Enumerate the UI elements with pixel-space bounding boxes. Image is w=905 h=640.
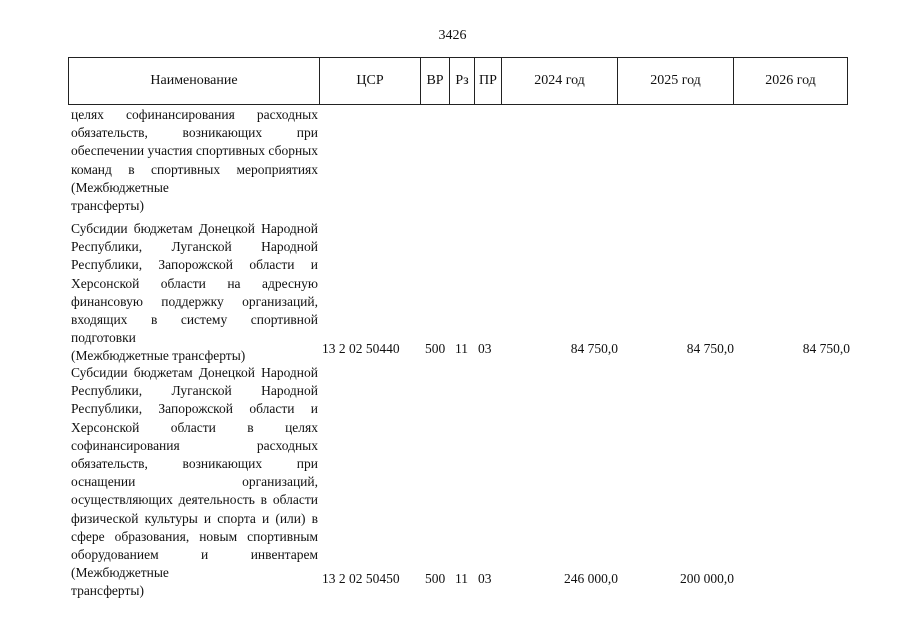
name-line: сборных команд в спортивных <box>71 143 318 177</box>
name-line: спорта и (или) в сфере образования, <box>71 510 319 544</box>
header-csr: ЦСР <box>320 58 421 104</box>
name-line: Народной Республики, Запорожской <box>71 239 318 273</box>
row-2026: 84 750,0 <box>802 341 850 356</box>
name-line: области и Херсонской области на <box>71 257 318 291</box>
name-line: целях софинансирования расходных <box>71 107 318 122</box>
name-line: адресную финансовую поддержку <box>71 275 318 309</box>
name-line: инвентарем (Межбюджетные <box>71 547 319 581</box>
row-2025: 84 750,0 <box>686 341 734 356</box>
name-line: целях софинансирования расходных <box>71 419 318 453</box>
row-rz: 11 <box>455 341 468 356</box>
name-line: осуществляющих деятельность в <box>71 492 268 508</box>
name-line: Народной Республики, Луганской <box>71 221 318 255</box>
name-line: спортивной подготовки <box>71 312 319 346</box>
header-rz: Рз <box>450 58 475 104</box>
name-line: организаций, входящих в систему <box>71 293 318 328</box>
row-csr: 13 2 02 50440 <box>322 341 400 356</box>
header-vr: ВР <box>421 58 450 104</box>
page-number: 3426 <box>438 28 467 43</box>
row-vr: 500 <box>425 571 446 586</box>
header-2026: 2026 год <box>765 73 816 88</box>
name-line: области физической культуры и <box>71 492 319 526</box>
name-line: обеспечении участия спортивных <box>71 143 265 159</box>
row-csr: 13 2 02 50450 <box>322 571 400 586</box>
header-2025: 2025 год <box>618 58 734 104</box>
row-name <box>71 364 318 601</box>
name-line: Субсидии бюджетам Донецкой <box>71 365 255 380</box>
row-pr: 03 <box>478 341 492 356</box>
row-name <box>71 220 318 366</box>
row-2025: 200 000,0 <box>680 571 734 586</box>
name-line: обязательств, возникающих при <box>71 456 318 472</box>
name-line: Субсидии бюджетам Донецкой <box>71 221 255 236</box>
row-2024: 246 000,0 <box>564 571 618 586</box>
row-pr: 03 <box>478 571 492 586</box>
header-pr: ПР <box>475 58 502 104</box>
name-line: обязательств, возникающих при <box>71 125 318 141</box>
name-line: мероприятиях (Межбюджетные <box>71 161 319 195</box>
name-line: трансферты) <box>71 198 144 214</box>
name-line: трансферты) <box>71 583 144 599</box>
table-header <box>68 57 848 105</box>
row-vr: 500 <box>425 341 446 356</box>
header-name: Наименование <box>69 58 320 104</box>
name-line: (Межбюджетные трансферты) <box>71 348 246 364</box>
header-2024: 2024 год <box>502 58 618 104</box>
name-line: области и Херсонской области в <box>71 401 318 435</box>
row-name <box>71 106 318 215</box>
name-line: Народной Республики, Луганской <box>71 365 318 399</box>
row-rz: 11 <box>455 571 468 586</box>
name-line: новым спортивным оборудованием и <box>71 528 318 563</box>
name-line: Народной Республики, Запорожской <box>71 383 318 417</box>
name-line: оснащении организаций, <box>71 474 318 490</box>
row-2024: 84 750,0 <box>570 341 618 356</box>
